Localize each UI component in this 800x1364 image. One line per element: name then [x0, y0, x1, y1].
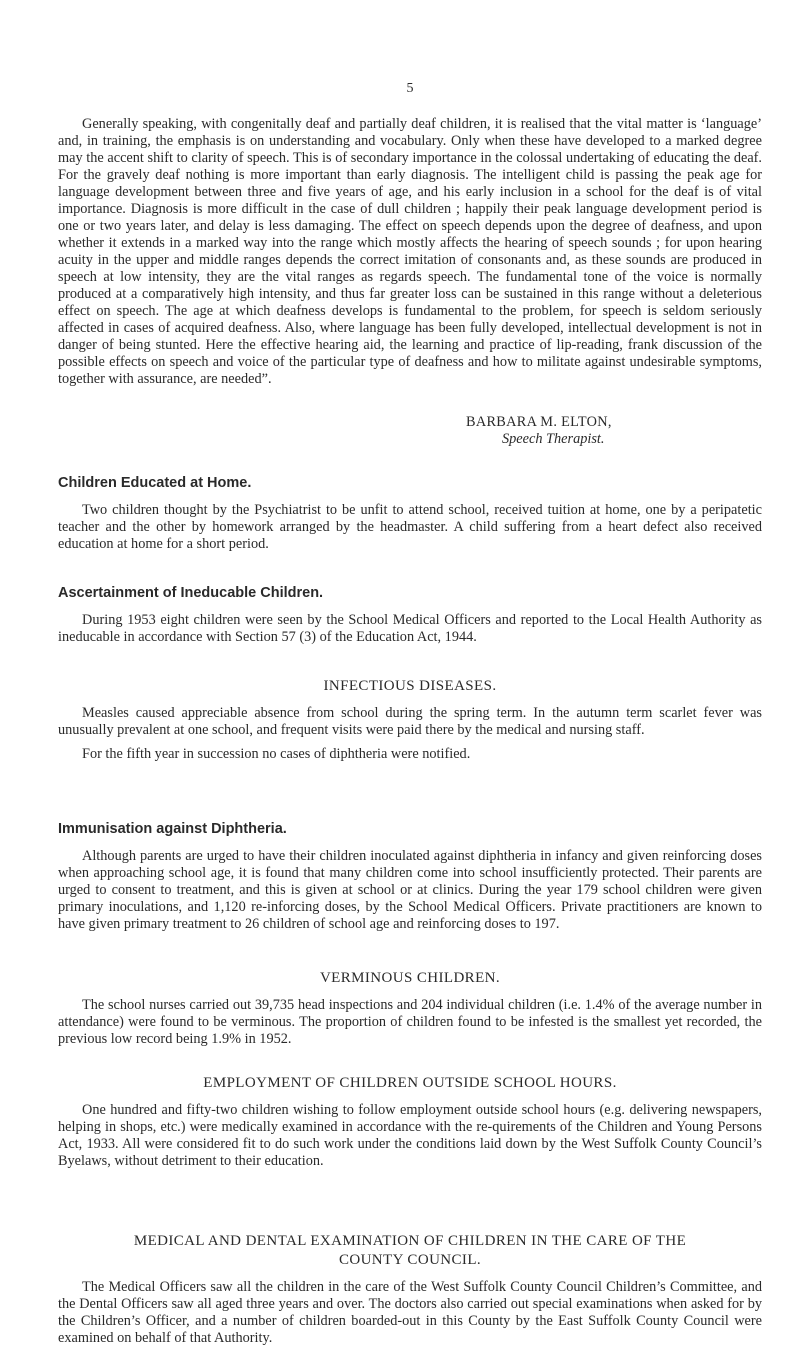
speech-therapist-report	[58, 116, 762, 388]
section-body: Measles caused appreciable absence from school during the spring term. In the autumn term scarlet fever was unusually prevalent at one school, and frequent visits were paid there by the medical and nursing staff.	[58, 705, 762, 738]
speech-report-paragraph: Generally speaking, with congenitally deaf and partially deaf children, it is realised that the vital matter is ‘language’ and, in training, the emphasis is on understanding and vocabulary. Only when these have developed to a marked degree may the accent shift to clarity of speech. This is of secondary importance in the colossal undertaking of educating the deaf. For the gravely deaf nothing is more important than early diagnosis. The intelligent child is passing the peak age for language development between three and five years of age, and his early inclusion in a school for the deaf is of vital importance. Diagnosis is more difficult in the case of dull children ; happily their peak language development period is one or two years later, and delay is less damaging. The effect on speech depends upon the degree of deafness, and upon whether it extends in a marked way into the range which mostly affects the hearing of speech sounds ; for upon hearing acuity in the upper and middle ranges depends the correct imitation of consonants and, as these sounds are produced in speech at low intensity, they are the vital ranges as regards speech. The fundamental tone of the voice is normally produced at a comparatively high intensity, and thus far greater loss can be sustained in this range without a deleterious effect on speech. The age at which deafness develops is fundamental to the problem, for speech is seldom seriously affected in cases of acquired deafness. Also, where language has been fully developed, intellectual development is not in danger of being stunted. Here the effective hearing aid, the learning and practice of lip-reading, frank discussion of the possible effects on speech and voice of the particular type of deafness and how to militate against undesirable symptoms, together with assurance, are needed”.	[58, 116, 762, 387]
signature-name: BARBARA M. ELTON,	[466, 414, 612, 430]
section-heading: EMPLOYMENT OF CHILDREN OUTSIDE SCHOOL HOURS.	[203, 1075, 617, 1091]
section-heading: Children Educated at Home.	[58, 475, 252, 491]
page-number: 5	[406, 81, 414, 96]
section-ineducable	[58, 584, 762, 646]
section-body: The Medical Officers saw all the children in the care of the West Suffolk County Council Children’s Committee, and the Dental Officers saw all aged three years and over. The doctors also carried out special examinations when asked for by the Children’s Officer, and a number of children boarded-out in this County by the East Suffolk County Council were examined on behalf of that Authority.	[58, 1279, 762, 1346]
section-home-education	[58, 474, 762, 553]
section-care-examination	[58, 1232, 762, 1347]
section-heading-line-2: COUNTY COUNCIL.	[338, 1252, 482, 1268]
section-body-2: For the fifth year in succession no cases of diphtheria were notified.	[82, 746, 471, 762]
signature-role: Speech Therapist.	[502, 431, 605, 447]
section-immunisation	[58, 820, 762, 933]
section-body: One hundred and fifty-two children wishing to follow employment outside school hours (e.g. delivering newspapers, helping in shops, etc.) were medically examined in accordance with the re-quirements of the Children and Young Persons Act, 1933. All were considered fit to do such work under the conditions laid down by the West Suffolk County Council’s Byelaws, without detriment to their education.	[58, 1102, 762, 1169]
signature-block	[58, 414, 762, 448]
section-body: During 1953 eight children were seen by the School Medical Officers and reported to the Local Health Authority as ineducable in accordance with Section 57 (3) of the Education Act, 1944.	[58, 612, 762, 645]
section-heading: Ascertainment of Ineducable Children.	[58, 585, 324, 601]
section-body: Although parents are urged to have their children inoculated against diphtheria in infancy and given reinforcing doses when approaching school age, it is found that many children come into school insufficiently protected. Their parents are urged to consent to treatment, and this is given at school or at clinics. During the year 179 school children were given primary inoculations, and 1,120 re-inforcing doses, by the School Medical Officers. Private practitioners are known to have given primary treatment to 26 children of school age and reinforcing doses to 197.	[58, 848, 762, 932]
section-body: The school nurses carried out 39,735 head inspections and 204 individual children (i.e. 1.4% of the average number in attendance) were found to be verminous. The proportion of children found to be infested is the smallest yet recorded, the previous low record being 1.9% in 1952.	[58, 997, 762, 1047]
section-infectious-diseases	[58, 677, 762, 763]
section-body: Two children thought by the Psychiatrist to be unfit to attend school, received tuition at home, one by a peripatetic teacher and the other by homework arranged by the headmaster. A child suffering from a heart defect also received education at home for a short period.	[58, 502, 762, 552]
section-heading: Immunisation against Diphtheria.	[58, 821, 287, 837]
section-heading-line-1: MEDICAL AND DENTAL EXAMINATION OF CHILDREN IN THE CARE OF THE	[133, 1233, 687, 1249]
section-verminous	[58, 969, 762, 1048]
section-heading: VERMINOUS CHILDREN.	[319, 970, 501, 986]
section-heading: INFECTIOUS DISEASES.	[323, 678, 497, 694]
section-employment	[58, 1074, 762, 1170]
